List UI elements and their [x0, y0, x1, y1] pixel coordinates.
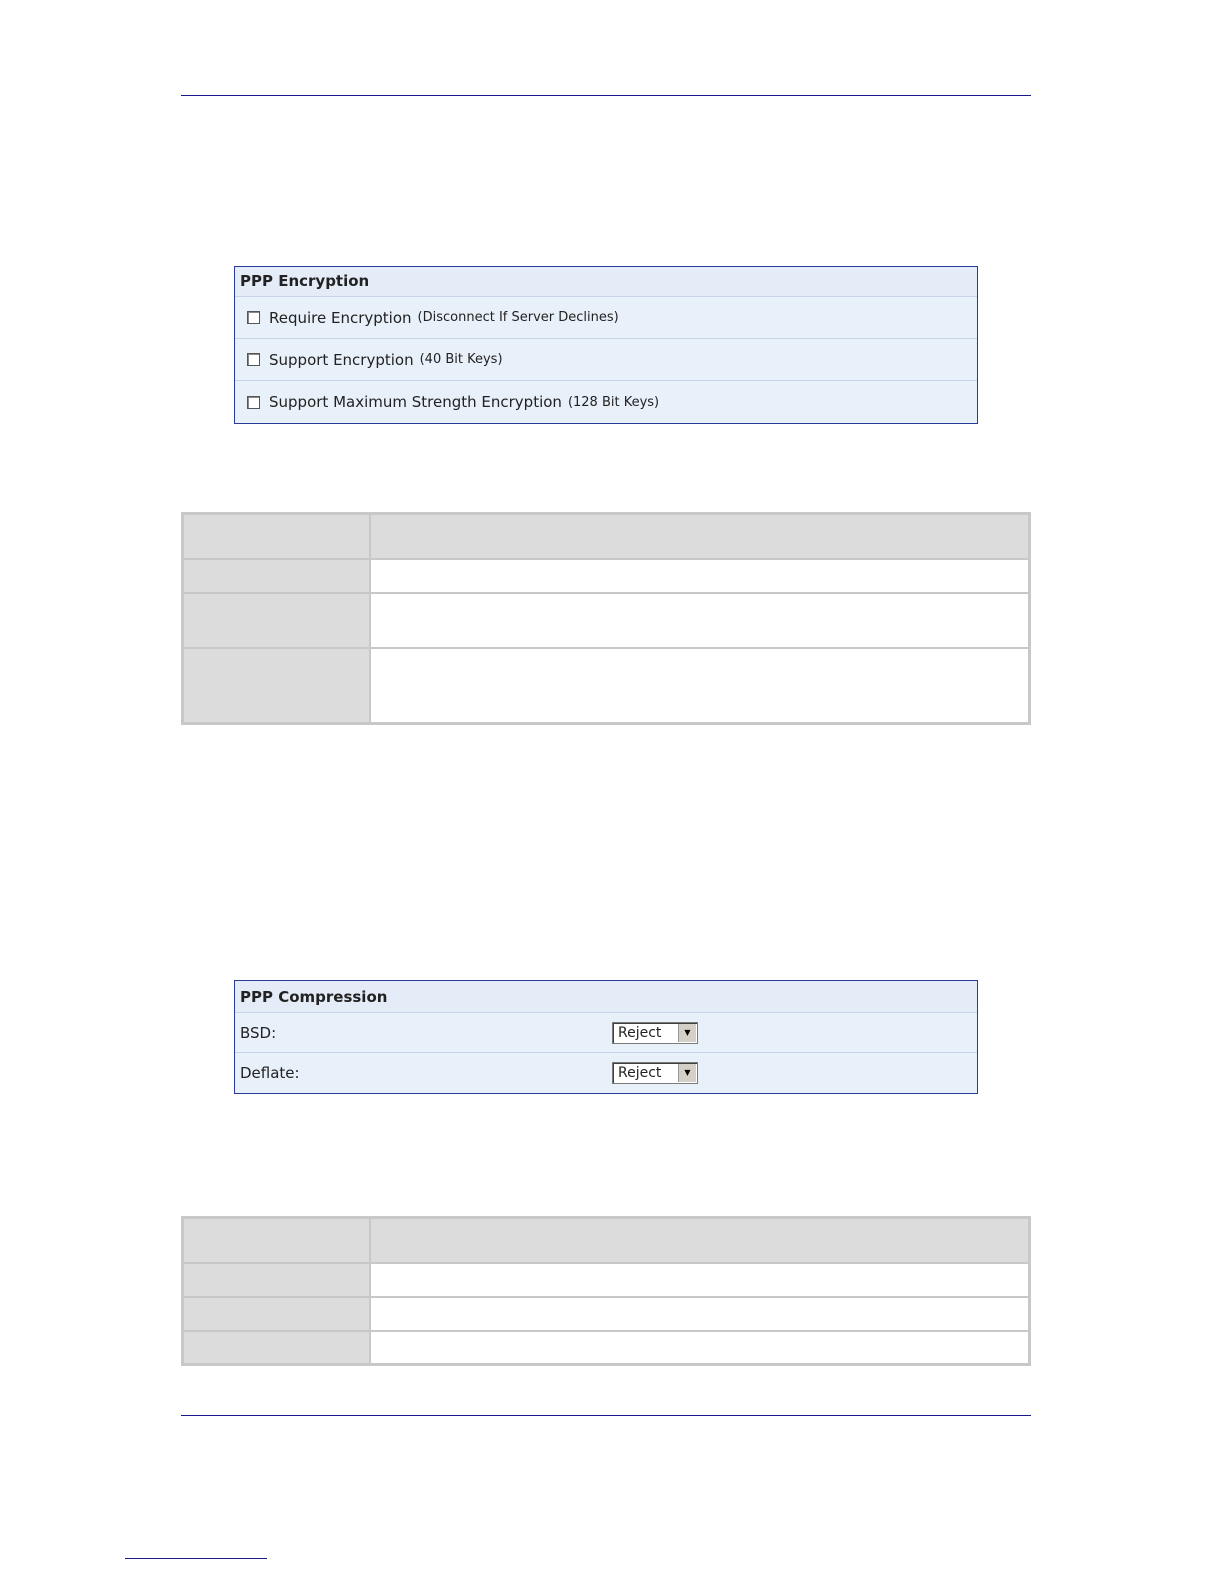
option-label: Support Encryption: [269, 350, 414, 369]
max-strength-encryption-checkbox[interactable]: [247, 396, 260, 409]
table-row: [183, 648, 1030, 724]
encryption-option-require: [235, 297, 977, 339]
encryption-option-support: [235, 339, 977, 381]
option-label: Require Encryption: [269, 308, 412, 327]
select-value: Reject: [618, 1065, 662, 1081]
compression-description-table: [181, 1216, 1031, 1366]
table-row: [183, 593, 1030, 648]
ppp-compression-panel: [234, 980, 978, 1094]
header-rule: [181, 95, 1031, 96]
ppp-encryption-panel: [234, 266, 978, 424]
table-row: [183, 1297, 1030, 1331]
panel-title: PPP Compression: [235, 981, 977, 1013]
option-note: (128 Bit Keys): [567, 394, 660, 410]
chevron-down-icon[interactable]: ▼: [678, 1064, 696, 1082]
panel-title: PPP Encryption: [235, 267, 977, 297]
option-label: Support Maximum Strength Encryption: [269, 393, 562, 411]
support-encryption-checkbox[interactable]: [247, 353, 260, 366]
table-row: [183, 559, 1030, 593]
deflate-select[interactable]: [612, 1062, 698, 1084]
compression-row-bsd: [235, 1013, 977, 1053]
table-row: [183, 1263, 1030, 1297]
table-row: [183, 1331, 1030, 1365]
require-encryption-checkbox[interactable]: [247, 311, 260, 324]
table-header-row: [183, 1218, 1030, 1263]
select-value: Reject: [618, 1025, 662, 1041]
encryption-description-table: [181, 512, 1031, 725]
compression-row-deflate: [235, 1053, 977, 1093]
encryption-option-maximum: [235, 381, 977, 423]
option-note: (Disconnect If Server Declines): [417, 310, 619, 325]
row-label: Deflate:: [240, 1064, 300, 1082]
chevron-down-icon[interactable]: ▼: [678, 1024, 696, 1042]
bsd-select[interactable]: [612, 1022, 698, 1044]
footer-link-underline: [125, 1558, 267, 1559]
footer-rule: [181, 1415, 1031, 1416]
row-label: BSD:: [240, 1023, 277, 1042]
option-note: (40 Bit Keys): [419, 352, 503, 367]
table-header-row: [183, 514, 1030, 559]
